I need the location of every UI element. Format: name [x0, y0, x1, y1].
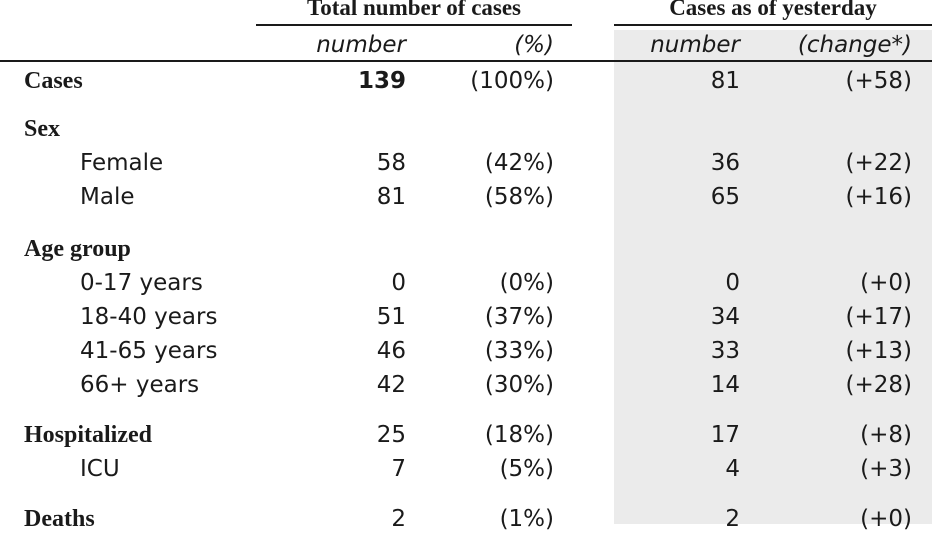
- group-header-total: Total number of cases: [306, 0, 522, 20]
- cell-total-number: 46: [376, 338, 406, 364]
- row-label: ICU: [80, 456, 120, 482]
- table-row: [0, 368, 932, 402]
- row-label: 18-40 years: [80, 304, 218, 330]
- cell-change: (+17): [845, 304, 912, 330]
- cell-percent: (5%): [499, 456, 554, 482]
- cell-change: (+22): [845, 150, 912, 176]
- table-row: [0, 232, 932, 266]
- cell-total-number: 42: [376, 372, 406, 398]
- row-label: Deaths: [24, 506, 95, 532]
- cell-percent: (37%): [484, 304, 554, 330]
- cell-yesterday-number: 2: [725, 506, 740, 532]
- table-row: [0, 334, 932, 368]
- table-row: [0, 112, 932, 146]
- row-label: Age group: [24, 236, 131, 262]
- cell-yesterday-number: 14: [710, 372, 740, 398]
- cell-total-number: 0: [391, 270, 406, 296]
- cell-total-number: 81: [376, 184, 406, 210]
- col-header-total-number: number: [316, 32, 406, 58]
- cell-total-number: 51: [376, 304, 406, 330]
- row-label: Sex: [24, 116, 60, 142]
- cell-percent: (1%): [499, 506, 554, 532]
- cell-yesterday-number: 17: [710, 422, 740, 448]
- cell-total-number: 58: [376, 150, 406, 176]
- table-row: [0, 418, 932, 452]
- cell-percent: (100%): [470, 68, 554, 94]
- header-rule: [0, 60, 932, 62]
- cell-percent: (0%): [499, 270, 554, 296]
- cell-yesterday-number: 0: [725, 270, 740, 296]
- cell-change: (+8): [860, 422, 912, 448]
- cell-change: (+0): [860, 506, 912, 532]
- cell-yesterday-number: 4: [725, 456, 740, 482]
- cell-change: (+16): [845, 184, 912, 210]
- cell-change: (+3): [860, 456, 912, 482]
- cell-total-number: 25: [376, 422, 406, 448]
- cell-percent: (18%): [484, 422, 554, 448]
- cell-change: (+13): [845, 338, 912, 364]
- cell-percent: (30%): [484, 372, 554, 398]
- row-label: 66+ years: [80, 372, 200, 398]
- cell-yesterday-number: 34: [710, 304, 740, 330]
- cell-total-number: 139: [357, 68, 406, 94]
- cell-percent: (58%): [484, 184, 554, 210]
- cell-change: (+58): [845, 68, 912, 94]
- cell-change: (+0): [860, 270, 912, 296]
- cell-yesterday-number: 36: [710, 150, 740, 176]
- cell-change: (+28): [845, 372, 912, 398]
- cell-yesterday-number: 33: [710, 338, 740, 364]
- cell-total-number: 7: [391, 456, 406, 482]
- col-header-percent: (%): [514, 32, 554, 58]
- table-row: [0, 300, 932, 334]
- row-label: Cases: [24, 68, 83, 94]
- table-row: [0, 266, 932, 300]
- col-header-yesterday-number: number: [650, 32, 740, 58]
- table-row: [0, 64, 932, 98]
- cell-yesterday-number: 81: [710, 68, 740, 94]
- row-label: Female: [80, 150, 164, 176]
- group-header-yesterday: Cases as of yesterday: [669, 0, 877, 20]
- table-row: [0, 502, 932, 536]
- group-underline-yesterday: [614, 24, 932, 26]
- row-label: Hospitalized: [24, 422, 153, 448]
- row-label: 41-65 years: [80, 338, 218, 364]
- row-label: Male: [80, 184, 135, 210]
- group-underline-total: [256, 24, 572, 26]
- row-label: 0-17 years: [80, 270, 203, 296]
- cell-percent: (33%): [484, 338, 554, 364]
- cell-total-number: 2: [391, 506, 406, 532]
- table-row: [0, 146, 932, 180]
- table-row: [0, 180, 932, 214]
- cell-percent: (42%): [484, 150, 554, 176]
- table-row: [0, 452, 932, 486]
- col-header-change: (change*): [797, 32, 912, 58]
- cell-yesterday-number: 65: [710, 184, 740, 210]
